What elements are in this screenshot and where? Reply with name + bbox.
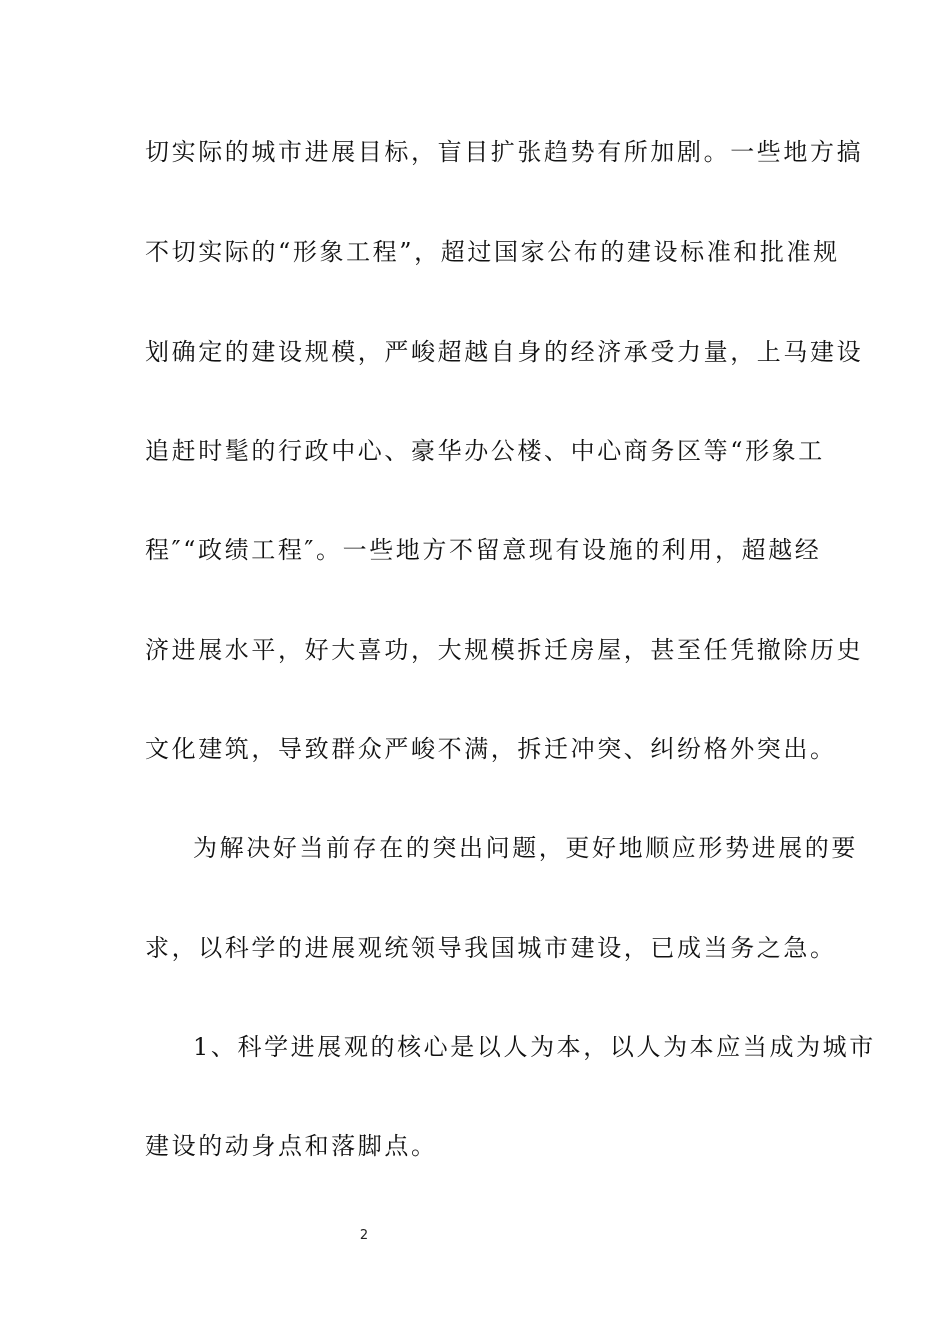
text-line: 不切实际的“形象工程”，超过国家公布的建设标准和批准规	[145, 238, 840, 266]
text-line: 程″“政绩工程″。一些地方不留意现有设施的利用，超越经	[145, 536, 822, 564]
text-line: 求，以科学的进展观统领导我国城市建设，已成当务之急。	[145, 934, 837, 962]
text-line: 划确定的建设规模，严峻超越自身的经济承受力量，上马建设	[145, 338, 864, 366]
page-number: 2	[359, 1228, 369, 1243]
text-line: 建设的动身点和落脚点。	[145, 1132, 438, 1160]
text-line: 济进展水平，好大喜功，大规模拆迁房屋，甚至任凭撤除历史	[145, 636, 864, 664]
paragraph-first-line: 1、科学进展观的核心是以人为本，以人为本应当成为城市	[193, 1033, 876, 1061]
text-line: 追赶时髦的行政中心、豪华办公楼、中心商务区等“形象工	[145, 437, 825, 465]
text-line: 切实际的城市进展目标，盲目扩张趋势有所加剧。一些地方搞	[145, 138, 864, 166]
text-line: 文化建筑，导致群众严峻不满，拆迁冲突、纠纷格外突出。	[145, 735, 837, 763]
paragraph-first-line: 为解决好当前存在的突出问题，更好地顺应形势进展的要	[193, 834, 858, 862]
